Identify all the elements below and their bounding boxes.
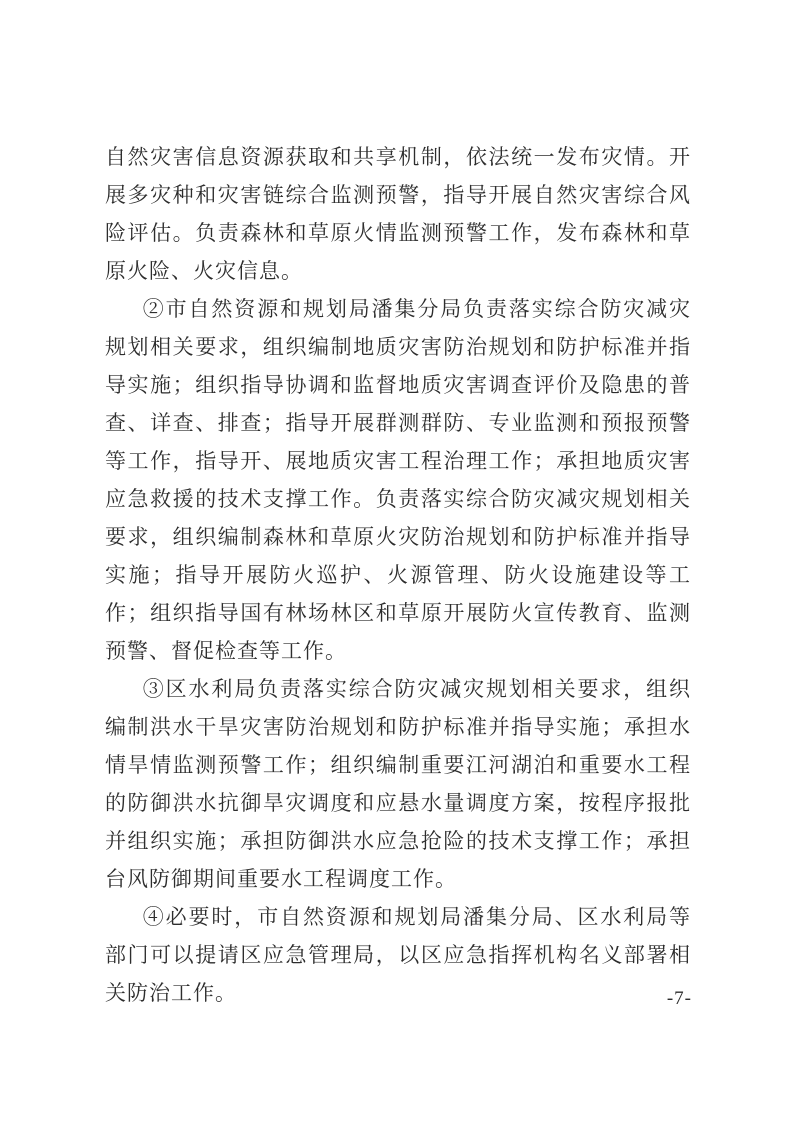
paragraph-item-4: ④必要时，市自然资源和规划局潘集分局、区水利局等部门可以提请区应急管理局，以区应急指挥机构名义部署相关防治工作。 [105, 905, 691, 1005]
paragraph-continuation: 自然灾害信息资源获取和共享机制，依法统一发布灾情。开展多灾种和灾害链综合监测预警，指导开展自然灾害综合风险评估。负责森林和草原火情监测预警工作，发布森林和草原火险、火灾信息。 [105, 145, 691, 283]
document-body [105, 138, 691, 1012]
paragraph-item-2: ②市自然资源和规划局潘集分局负责落实综合防灾减灾规划相关要求，组织编制地质灾害防治规划和防护标准并指导实施；组织指导协调和监督地质灾害调查评价及隐患的普查、详查、排查；指导开展群测群防、专业监测和预报预警等工作，指导开、展地质灾害工程治理工作；承担地质灾害应急救援的技术支撑工作。负责落实综合防灾减灾规划相关要求，组织编制森林和草原火灾防治规划和防护标准并指导实施；指导开展防火巡护、火源管理、防火设施建设等工作；组织指导国有林场林区和草原开展防火宣传教育、监测预警、督促检查等工作。 [105, 297, 691, 663]
page-number: -7- [666, 988, 692, 1009]
paragraph-item-3: ③区水利局负责落实综合防灾减灾规划相关要求，组织编制洪水干旱灾害防治规划和防护标准并指导实施；承担水情旱情监测预警工作；组织编制重要江河湖泊和重要水工程的防御洪水抗御旱灾调度和应悬水量调度方案，按程序报批并组织实施；承担防御洪水应急抢险的技术支撑工作；承担台风防御期间重要水工程调度工作。 [105, 677, 691, 891]
